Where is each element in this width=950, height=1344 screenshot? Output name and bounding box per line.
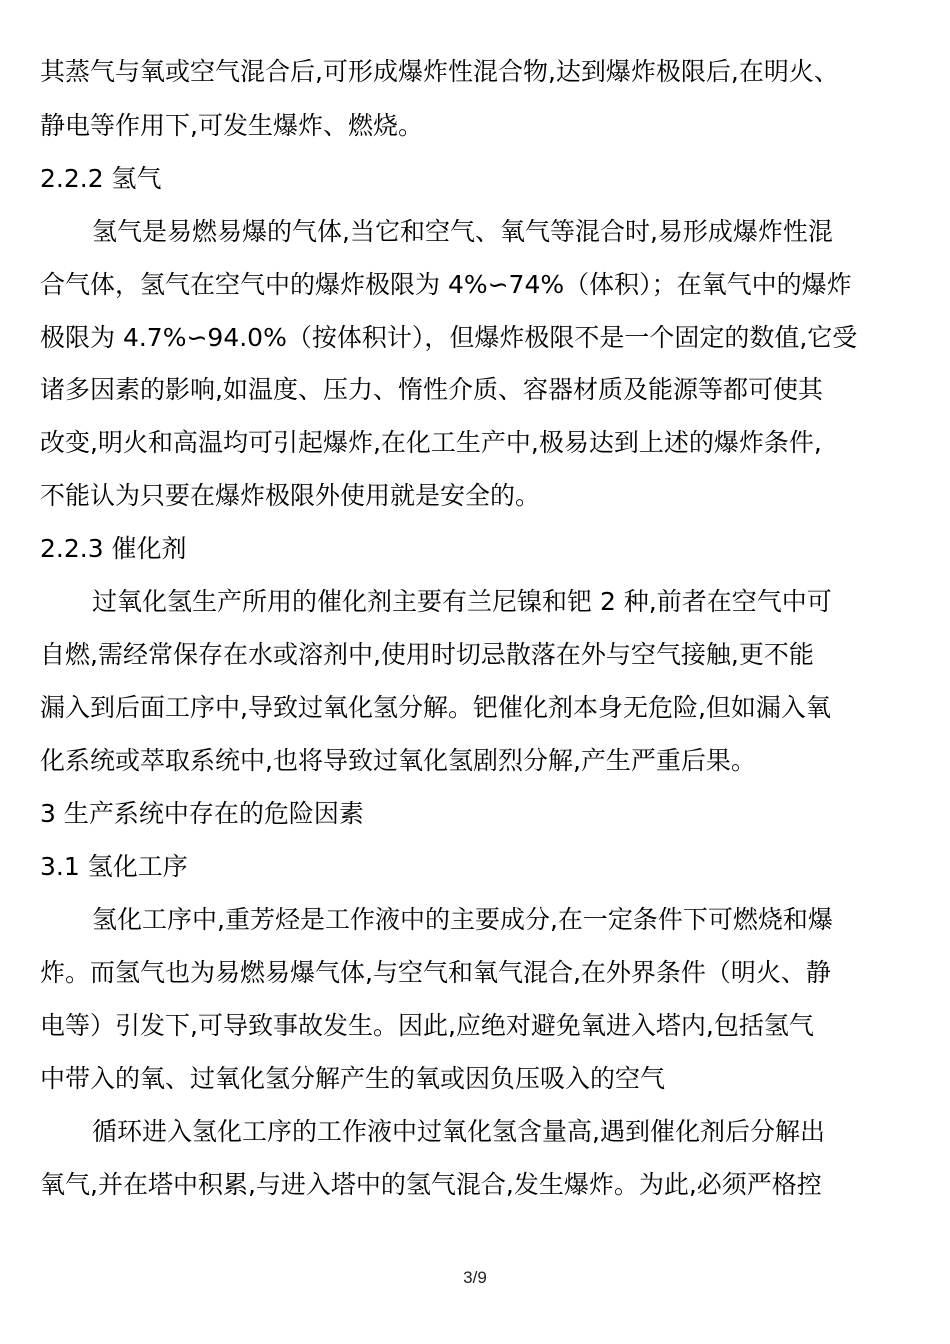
text-line: 自燃,需经常保存在水或溶剂中,使用时切忌散落在外与空气接触,更不能 — [40, 640, 814, 669]
text-line: 改变,明火和高温均可引起爆炸,在化工生产中,极易达到上述的爆炸条件, — [40, 428, 822, 457]
section-heading-3-1: 3.1 氢化工序 — [40, 852, 188, 881]
text-line: 氢化工序中,重芳烃是工作液中的主要成分,在一定条件下可燃烧和爆 — [92, 905, 833, 934]
section-heading-3: 3 生产系统中存在的危险因素 — [40, 799, 364, 828]
section-heading-2-2-3: 2.2.3 催化剂 — [40, 534, 187, 563]
text-line: 炸。而氢气也为易燃易爆气体,与空气和氧气混合,在外界条件（明火、静 — [40, 958, 831, 987]
text-line: 电等）引发下,可导致事故发生。因此,应绝对避免氧进入塔内,包括氢气 — [40, 1011, 814, 1040]
page-number: 3/9 — [463, 1268, 487, 1287]
text-line: 不能认为只要在爆炸极限外使用就是安全的。 — [40, 481, 541, 510]
text-line: 化系统或萃取系统中,也将导致过氧化氢剧烈分解,产生严重后果。 — [40, 746, 756, 775]
text-line: 极限为 4.7%∽94.0%（按体积计），但爆炸极限不是一个固定的数值,它受 — [40, 323, 858, 352]
text-line: 中带入的氧、过氧化氢分解产生的氧或因负压吸入的空气 — [40, 1064, 666, 1093]
section-heading-2-2-2: 2.2.2 氢气 — [40, 164, 162, 193]
text-line: 循环进入氢化工序的工作液中过氧化氢含量高,遇到催化剂后分解出 — [92, 1117, 825, 1146]
text-line: 漏入到后面工序中,导致过氧化氢分解。钯催化剂本身无危险,但如漏入氧 — [40, 693, 831, 722]
text-line: 静电等作用下,可发生爆炸、燃烧。 — [40, 111, 423, 140]
text-line: 其蒸气与氧或空气混合后,可形成爆炸性混合物,达到爆炸极限后,在明火、 — [40, 57, 839, 86]
text-line: 过氧化氢生产所用的催化剂主要有兰尼镍和钯 2 种,前者在空气中可 — [92, 587, 832, 616]
text-line: 合气体，氢气在空气中的爆炸极限为 4%∽74%（体积）；在氧气中的爆炸 — [40, 270, 852, 299]
text-line: 诸多因素的影响,如温度、压力、惰性介质、容器材质及能源等都可使其 — [40, 375, 823, 404]
text-line: 氧气,并在塔中积累,与进入塔中的氢气混合,发生爆炸。为此,必须严格控 — [40, 1170, 822, 1199]
text-line: 氢气是易燃易爆的气体,当它和空气、氧气等混合时,易形成爆炸性混 — [92, 217, 833, 246]
